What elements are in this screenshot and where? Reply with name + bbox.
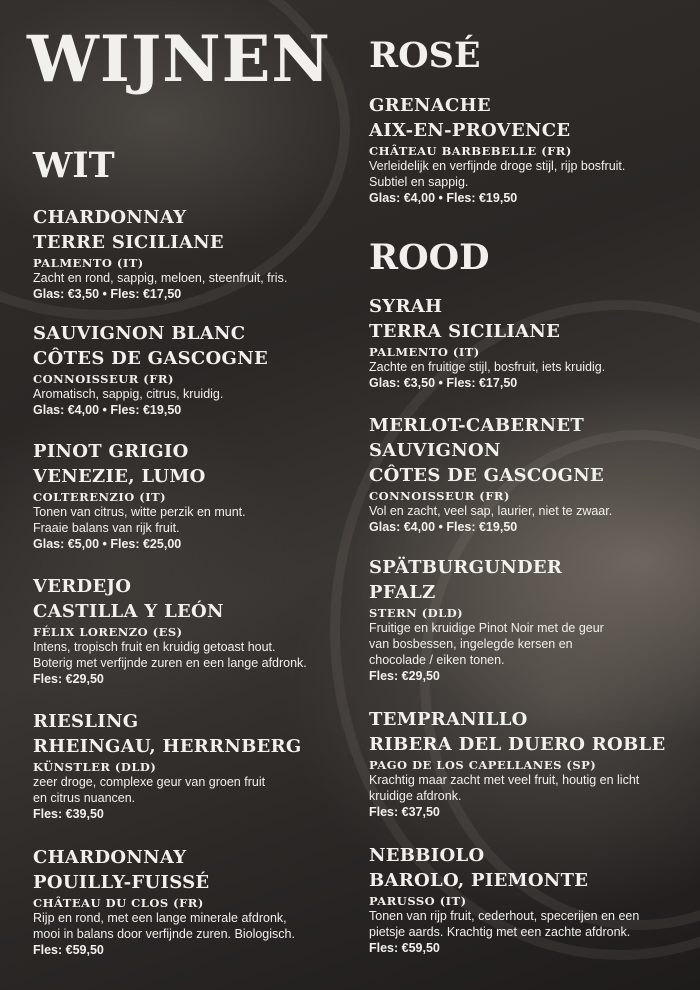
wine-producer: PAGO DE LOS CAPELLANES (SP) <box>369 758 597 772</box>
wine-producer: STERN (DLD) <box>369 606 464 620</box>
wine-item <box>369 294 699 392</box>
section-title-rose: ROSÉ <box>369 35 481 76</box>
wine-description: Krachtig maar zacht met veel fruit, houtig en licht <box>369 773 640 787</box>
wine-item <box>33 321 363 419</box>
wine-description: Fruitige en kruidige Pinot Noir met de geur <box>369 621 604 635</box>
wine-price: Fles: €29,50 <box>33 672 104 686</box>
wine-producer: CHÂTEAU BARBEBELLE (FR) <box>369 144 572 158</box>
wine-region: CÔTES DE GASCOGNE <box>369 465 604 486</box>
wine-description: Vol en zacht, veel sap, laurier, niet te zwaar. <box>369 504 613 518</box>
wine-producer: CONNOISSEUR (FR) <box>33 372 174 386</box>
wine-price: Fles: €37,50 <box>369 805 440 819</box>
wine-name: SYRAH <box>369 296 443 317</box>
wine-price: Fles: €39,50 <box>33 807 104 821</box>
wine-item <box>369 93 699 207</box>
wine-item <box>33 709 363 823</box>
menu-title: WIJNEN <box>27 22 331 97</box>
wine-price: Fles: €59,50 <box>33 943 104 957</box>
wine-description: chocolade / eiken tonen. <box>369 653 505 667</box>
wine-description: Zachte en fruitige stijl, bosfruit, iets kruidig. <box>369 360 606 374</box>
wine-producer: PALMENTO (IT) <box>369 345 480 359</box>
wine-name: PINOT GRIGIO <box>33 441 189 462</box>
wine-region: TERRE SICILIANE <box>33 232 224 253</box>
section-title-wit: WIT <box>33 145 115 186</box>
wine-description: mooi in balans door verfijnde zuren. Biologisch. <box>33 927 295 941</box>
wine-name: GRENACHE <box>369 95 491 116</box>
wine-price: Fles: €59,50 <box>369 941 440 955</box>
wine-item <box>369 843 699 957</box>
wine-name: VERDEJO <box>33 576 132 597</box>
wine-description: Tonen van rijp fruit, cederhout, specerijen en een <box>369 909 640 923</box>
wine-description: en citrus nuancen. <box>33 791 136 805</box>
wine-producer: COLTERENZIO (IT) <box>33 490 167 504</box>
wine-description: pietsje aards. Krachtig met een zachte afdronk. <box>369 925 631 939</box>
wine-item <box>369 413 699 536</box>
wine-producer: FÉLIX LORENZO (ES) <box>33 625 183 639</box>
wine-item <box>369 707 699 821</box>
wine-region: BAROLO, PIEMONTE <box>369 870 589 891</box>
wine-item <box>33 439 363 553</box>
wine-region: RHEINGAU, HERRNBERG <box>33 736 302 757</box>
wine-item <box>33 574 363 688</box>
wine-description: Intens, tropisch fruit en kruidig getoast hout. <box>33 640 276 654</box>
wine-name: RIESLING <box>33 711 139 732</box>
wine-name: CHARDONNAY <box>33 207 187 228</box>
wine-description: Rijp en rond, met een lange minerale afdronk, <box>33 911 287 925</box>
wine-region: POUILLY-FUISSÉ <box>33 872 210 893</box>
wine-price: Glas: €4,00 • Fles: €19,50 <box>369 191 518 205</box>
wine-producer: KÜNSTLER (DLD) <box>33 760 157 774</box>
wine-region: CÔTES DE GASCOGNE <box>33 348 268 369</box>
wine-region: AIX-EN-PROVENCE <box>369 120 571 141</box>
wine-price: Fles: €29,50 <box>369 669 440 683</box>
wine-description: Tonen van citrus, witte perzik en munt. <box>33 505 246 519</box>
wine-item <box>33 205 363 303</box>
wine-description: zeer droge, complexe geur van groen fruit <box>33 775 266 789</box>
wine-price: Glas: €4,00 • Fles: €19,50 <box>33 403 182 417</box>
wine-producer: CHÂTEAU DU CLOS (FR) <box>33 896 204 910</box>
wine-description: Boterig met verfijnde zuren en een lange afdronk. <box>33 656 307 670</box>
wine-producer: PALMENTO (IT) <box>33 256 144 270</box>
wine-price: Glas: €3,50 • Fles: €17,50 <box>369 376 518 390</box>
wine-item <box>369 555 699 685</box>
wine-description: van bosbessen, ingelegde kersen en <box>369 637 573 651</box>
wine-region: TERRA SICILIANE <box>369 321 561 342</box>
wine-producer: CONNOISSEUR (FR) <box>369 489 510 503</box>
wine-price: Glas: €4,00 • Fles: €19,50 <box>369 520 518 534</box>
wine-region: VENEZIE, LUMO <box>33 466 206 487</box>
wine-name: CHARDONNAY <box>33 847 187 868</box>
section-title-rood: ROOD <box>369 237 490 278</box>
wine-name: MERLOT-CABERNET <box>369 415 585 436</box>
wine-name: SAUVIGNON BLANC <box>33 323 246 344</box>
wine-description: Zacht en rond, sappig, meloen, steenfruit, fris. <box>33 271 288 285</box>
wine-region: SAUVIGNON <box>369 440 501 461</box>
wine-description: Verleidelijk en verfijnde droge stijl, rijp bosfruit. <box>369 159 626 173</box>
wine-region: PFALZ <box>369 582 436 603</box>
wine-description: Subtiel en sappig. <box>369 175 469 189</box>
wine-item <box>33 845 363 959</box>
wine-name: NEBBIOLO <box>369 845 485 866</box>
wine-price: Glas: €3,50 • Fles: €17,50 <box>33 287 182 301</box>
wine-name: TEMPRANILLO <box>369 709 528 730</box>
wine-description: Fraaie balans van rijk fruit. <box>33 521 180 535</box>
wine-region: RIBERA DEL DUERO ROBLE <box>369 734 666 755</box>
wine-description: kruidige afdronk. <box>369 789 462 803</box>
wine-region: CASTILLA Y LEÓN <box>33 601 224 622</box>
wine-description: Aromatisch, sappig, citrus, kruidig. <box>33 387 224 401</box>
wine-price: Glas: €5,00 • Fles: €25,00 <box>33 537 182 551</box>
wine-name: SPÄTBURGUNDER <box>369 557 563 578</box>
wine-producer: PARUSSO (IT) <box>369 894 467 908</box>
